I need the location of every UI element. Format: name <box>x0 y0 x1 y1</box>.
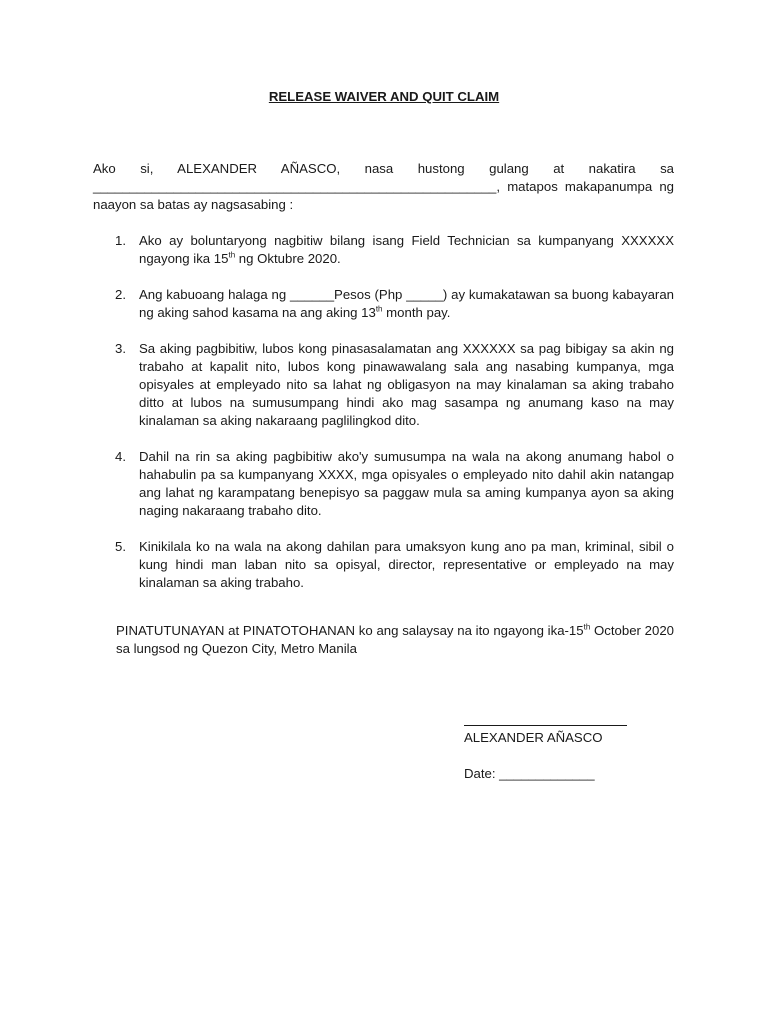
list-item <box>93 340 674 430</box>
list-item-text: Kinikilala ko na wala na akong dahilan para umaksyon kung ano pa man, kriminal, sibil o kung hindi man laban nito sa opisyal, director, representative or empleyado na may kinalaman sa aking trabaho. <box>139 539 674 590</box>
list-item <box>93 538 674 592</box>
closing-text: PINATUTUNAYAN at PINATOTOHANAN ko ang salaysay na ito ngayong ika-15 <box>116 623 584 638</box>
signature-line <box>464 725 627 726</box>
list-item <box>93 232 674 268</box>
document-title: RELEASE WAIVER AND QUIT CLAIM <box>268 89 500 104</box>
date-field: Date: _____________ <box>464 766 595 781</box>
superscript: th <box>375 304 383 314</box>
list-item-number: 3. <box>115 341 126 356</box>
numbered-list <box>93 232 674 610</box>
list-item-text: Ako ay boluntaryong nagbitiw bilang isang Field Technician sa kumpanyang XXXXXX ngayong ika 15 <box>139 233 674 266</box>
list-item-number: 4. <box>115 449 126 464</box>
list-item-text-end: month pay. <box>382 305 451 320</box>
signatory-name: ALEXANDER AÑASCO <box>464 730 603 745</box>
superscript: th <box>228 250 236 260</box>
intro-line-2: _______________________________________________________, matapos makapanumpa ng <box>93 179 674 194</box>
list-item-number: 5. <box>115 539 126 554</box>
list-item-number: 2. <box>115 287 126 302</box>
intro-line-3: naayon sa batas ay nagsasabing : <box>93 197 294 212</box>
list-item-number: 1. <box>115 233 126 248</box>
closing-paragraph <box>116 622 674 658</box>
list-item-text: Sa aking pagbibitiw, lubos kong pinasasalamatan ang XXXXXX sa pag bibigay sa akin ng trabaho at kapalit nito, lubos kong pinawawalang sala ang nasabing kumpanya, mga opisyales at empleyado nito sa lahat ng obligasyon na may kinalaman sa aking trabaho ditto at lubos na sumusumpang hindi ako mag sasampa ng anumang kaso na may kinalaman sa aking nakaraang paglilingkod dito. <box>139 341 674 428</box>
superscript: th <box>583 622 591 632</box>
list-item-text-end: ng Oktubre 2020. <box>235 251 341 266</box>
list-item <box>93 448 674 520</box>
intro-line-1: Ako si, ALEXANDER AÑASCO, nasa hustong gulang at nakatira sa <box>93 161 674 176</box>
list-item-text: Dahil na rin sa aking pagbibitiw ako'y sumusumpa na wala na akong anumang habol o hahabulin pa sa kumpanyang XXXX, mga opisyales o empleyado nito dahil akin natangap ang lahat ng karampatang benepisyo sa paggaw mula sa aming kumpanya ayon sa aking naging nakaraang trabaho dito. <box>139 449 674 518</box>
intro-paragraph <box>93 160 674 214</box>
list-item-text: Ang kabuoang halaga ng ______Pesos (Php _____) ay kumakatawan sa buong kabayaran ng aking sahod kasama na ang aking 13 <box>139 287 674 320</box>
closing-text-end: October 2020 sa lungsod ng Quezon City, Metro Manila <box>116 623 674 656</box>
list-item <box>93 286 674 322</box>
